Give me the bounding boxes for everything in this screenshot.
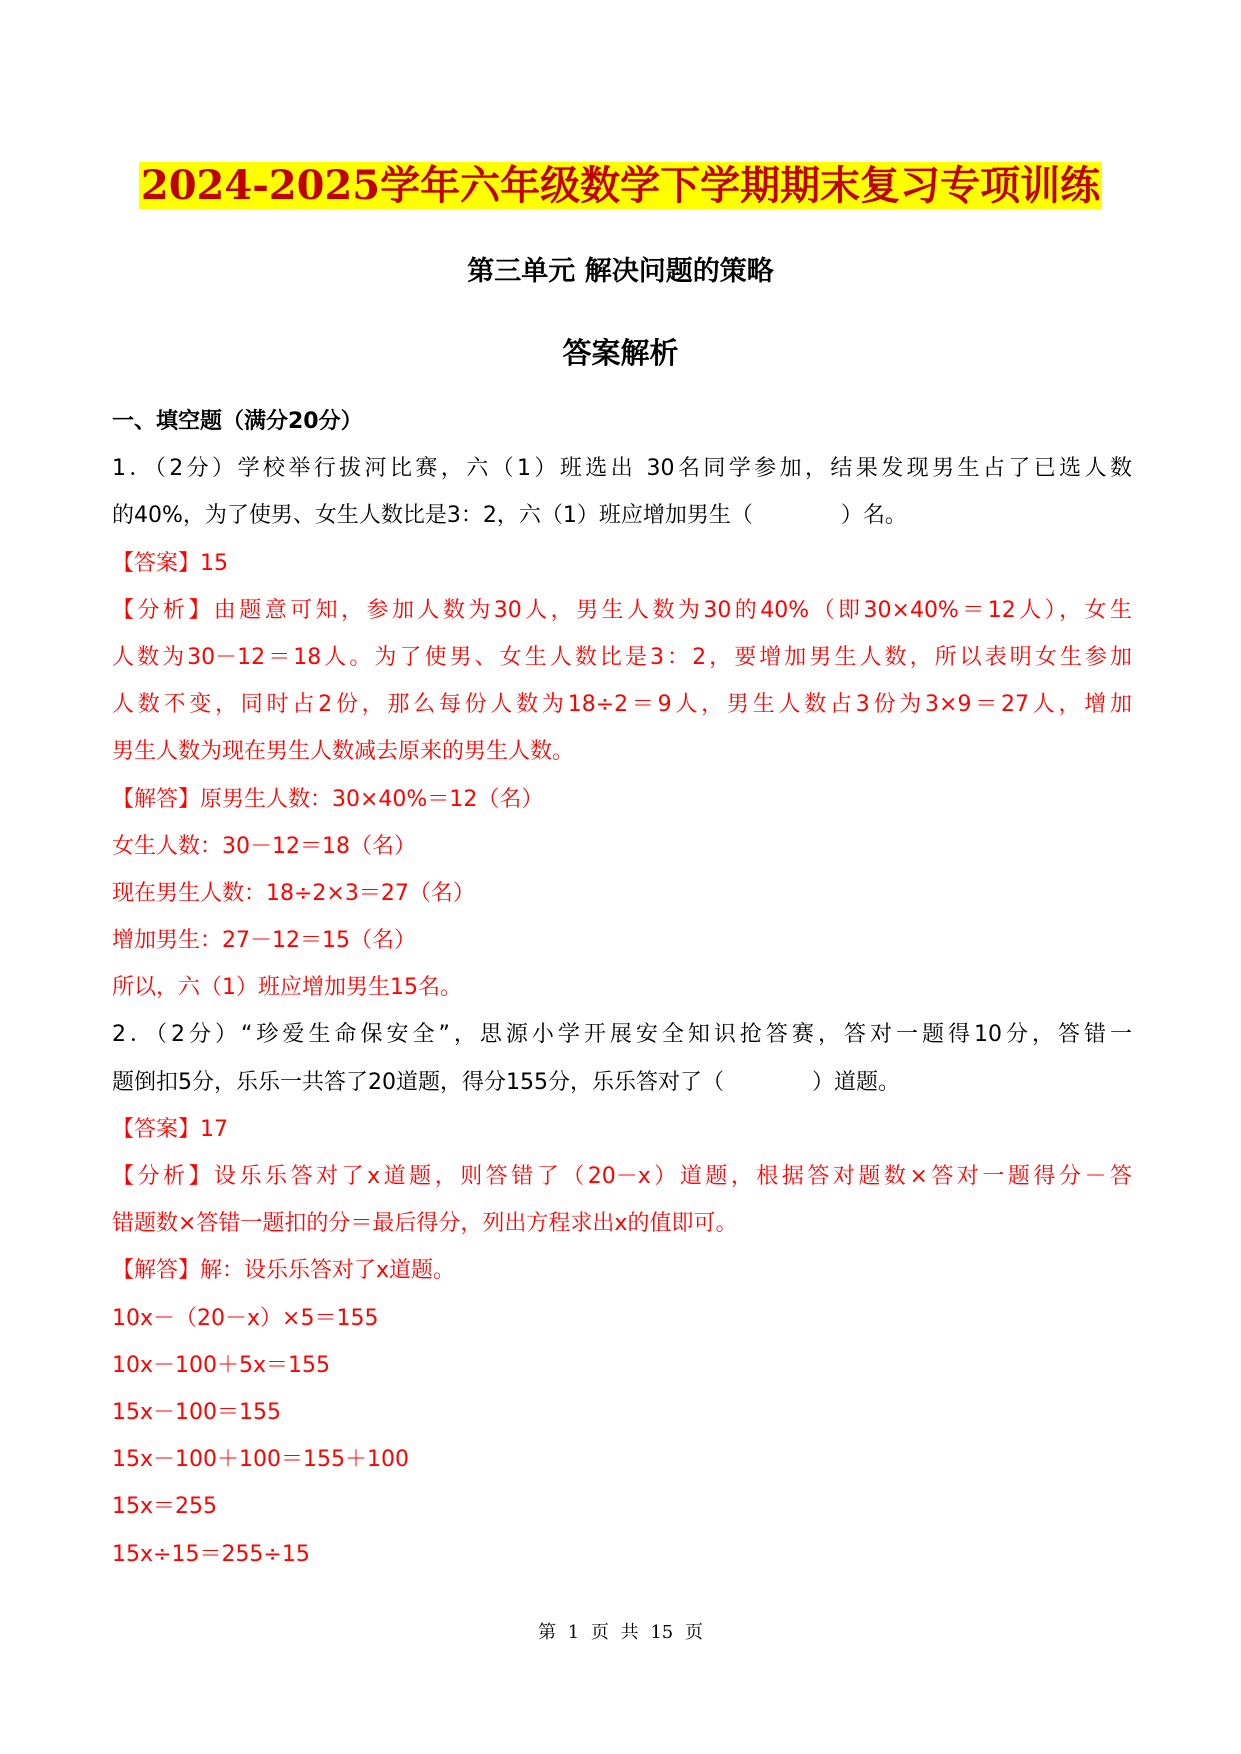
document-title-text: 2024-2025学年六年级数学下学期期末复习专项训练 xyxy=(140,162,1101,209)
question-1-text: 1．（2分）学校举行拔河比赛，六（1）班选出 30名同学参加，结果发现男生占了已选人数 xyxy=(112,456,1132,482)
question-1-solution-step: 增加男生：27－12＝15（名） xyxy=(112,928,416,954)
question-1-solution-step: 女生人数：30－12＝18（名） xyxy=(112,833,416,859)
section-heading: 一、填空题（满分20分） xyxy=(112,409,363,434)
document-body xyxy=(112,398,1132,1578)
question-2-text-cont: 题倒扣5分，乐乐一共答了20道题，得分155分，乐乐答对了（ ）道题。 xyxy=(112,1069,900,1095)
page-footer: 第 1 页 共 15 页 xyxy=(538,1622,703,1643)
question-2-solution-step: 15x－100＋100＝155＋100 xyxy=(112,1447,409,1473)
question-1-solution: 【解答】原男生人数：30×40%＝12（名） xyxy=(112,786,544,812)
question-2-solution: 【解答】解：设乐乐答对了x道题。 xyxy=(112,1258,456,1284)
question-2-analysis: 【分析】设乐乐答对了x道题，则答错了（20－x）道题，根据答对题数×答对一题得分－答 xyxy=(112,1164,1132,1189)
question-2-solution-step: 10x－（20－x）×5＝155 xyxy=(112,1305,379,1331)
question-1-analysis-cont: 人数为30－12＝18人。为了使男、女生人数比是3：2，要增加男生人数，所以表明女生参加 xyxy=(112,644,1132,670)
unit-title: 第三单元 解决问题的策略 xyxy=(467,256,774,287)
question-1-analysis-cont: 男生人数为现在男生人数减去原来的男生人数。 xyxy=(112,739,575,765)
question-1-solution-step: 现在男生人数：18÷2×3＝27（名） xyxy=(112,880,475,906)
question-1-analysis-cont: 人数不变，同时占2份，那么每份人数为18÷2＝9人，男生人数占3份为3×9＝27人，增加 xyxy=(112,692,1132,718)
question-2-answer: 【答案】17 xyxy=(112,1116,228,1142)
question-2-text: 2．（2分）“珍爱生命保安全”，思源小学开展安全知识抢答赛，答对一题得10分，答错一 xyxy=(112,1022,1132,1048)
question-2-solution-step: 15x－100＝155 xyxy=(112,1399,281,1425)
question-2-solution-step: 15x＝255 xyxy=(112,1494,218,1520)
question-2-analysis-cont: 错题数×答错一题扣的分＝最后得分，列出方程求出x的值即可。 xyxy=(112,1211,738,1237)
question-1-analysis: 【分析】由题意可知，参加人数为30人，男生人数为30的40%（即30×40%＝12人），女生 xyxy=(112,597,1132,623)
document-title xyxy=(0,160,1241,212)
question-1-answer: 【答案】15 xyxy=(112,550,228,576)
question-2-solution-step: 10x－100＋5x＝155 xyxy=(112,1352,331,1378)
question-2-solution-step: 15x÷15＝255÷15 xyxy=(112,1541,310,1567)
doc-type-title: 答案解析 xyxy=(562,336,679,370)
question-1-conclusion: 所以，六（1）班应增加男生15名。 xyxy=(112,975,462,1001)
question-1-text-cont: 的40%，为了使男、女生人数比是3：2，六（1）班应增加男生（ ）名。 xyxy=(112,503,907,529)
